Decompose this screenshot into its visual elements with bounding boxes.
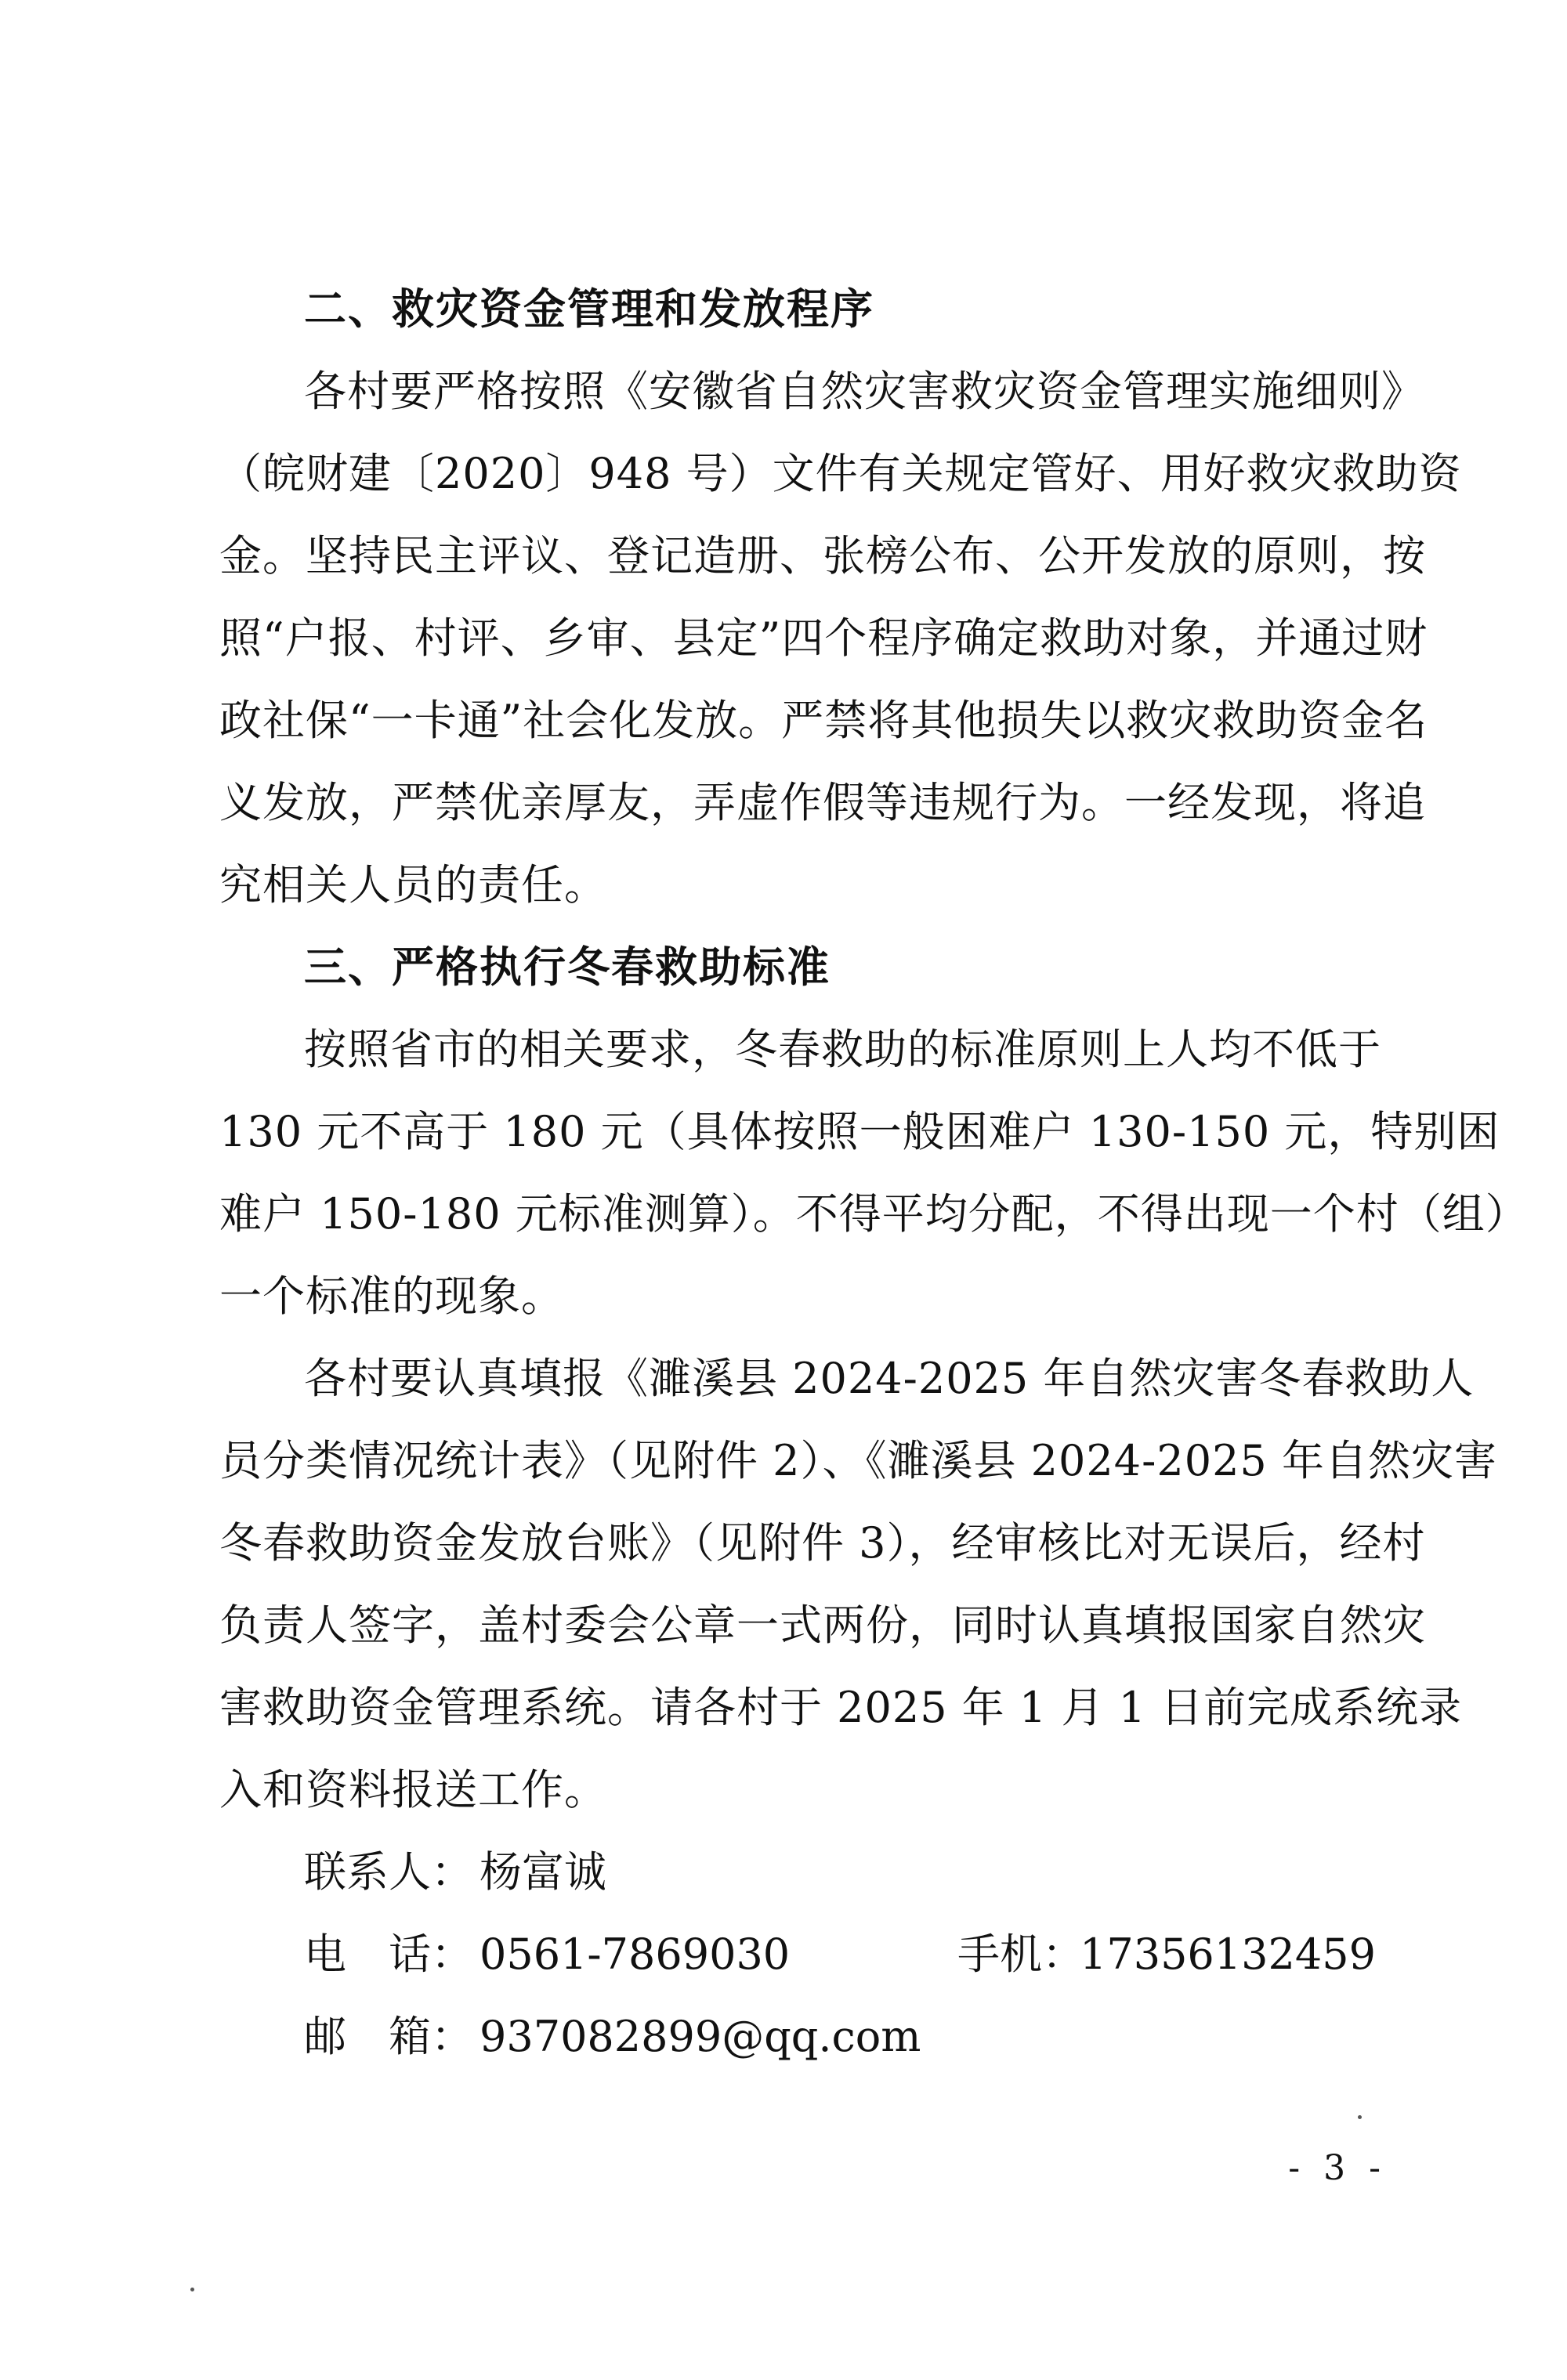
section-heading: 三、严格执行冬春救助标准 <box>304 942 831 992</box>
contact-email-value: 937082899@qq.com <box>480 2012 921 2061</box>
contact-mobile-value: 17356132459 <box>1080 1930 1376 1979</box>
paragraph-line: 员分类情况统计表》（见附件 2）、《濉溪县 2024-2025 年自然灾害 <box>219 1436 1497 1485</box>
page-number: - 3 - <box>1288 2148 1387 2188</box>
paragraph-line: 按照省市的相关要求，冬春救助的标准原则上人均不低于 <box>304 1025 1381 1074</box>
paragraph-line: 金。坚持民主评议、登记造册、张榜公布、公开发放的原则，按 <box>219 531 1426 581</box>
contact-phone-value: 0561-7869030 <box>480 1930 791 1979</box>
section-heading: 二、救灾资金管理和发放程序 <box>304 284 874 334</box>
contact-person-label: 联系人： <box>304 1847 473 1897</box>
paragraph-line: 各村要严格按照《安徽省自然灾害救灾资金管理实施细则》 <box>304 367 1424 416</box>
paragraph-line: 义发放，严禁优亲厚友，弄虚作假等违规行为。一经发现，将追 <box>219 778 1426 827</box>
contact-email-label: 邮 箱： <box>304 2012 473 2061</box>
scan-speck <box>1358 2115 1362 2119</box>
paragraph-line: 一个标准的现象。 <box>219 1271 564 1321</box>
paragraph-line: 130 元不高于 180 元（具体按照一般困难户 130-150 元，特别困 <box>219 1107 1500 1156</box>
paragraph-line: （皖财建〔2020〕948 号）文件有关规定管好、用好救灾救助资 <box>219 449 1462 498</box>
contact-person-value: 杨富诚 <box>480 1847 606 1897</box>
paragraph-line: 负责人签字，盖村委会公章一式两份，同时认真填报国家自然灾 <box>219 1601 1426 1650</box>
scan-speck <box>190 2288 194 2291</box>
paragraph-line: 照“户报、村评、乡审、县定”四个程序确定救助对象，并通过财 <box>219 613 1428 663</box>
paragraph-line: 究相关人员的责任。 <box>219 860 607 910</box>
paragraph-line: 入和资料报送工作。 <box>219 1765 607 1814</box>
contact-phone-label: 电 话： <box>304 1930 473 1979</box>
paragraph-line: 冬春救助资金发放台账》（见附件 3），经审核比对无误后，经村 <box>219 1518 1426 1568</box>
paragraph-line: 政社保“一卡通”社会化发放。严禁将其他损失以救灾救助资金名 <box>219 696 1428 745</box>
paragraph-line: 难户 150-180 元标准测算）。不得平均分配，不得出现一个村（组） <box>219 1189 1529 1239</box>
paragraph-line: 各村要认真填报《濉溪县 2024-2025 年自然灾害冬春救助人 <box>304 1354 1475 1403</box>
contact-mobile-label: 手机： <box>957 1930 1084 1979</box>
paragraph-line: 害救助资金管理系统。请各村于 2025 年 1 月 1 日前完成系统录 <box>219 1683 1463 1732</box>
